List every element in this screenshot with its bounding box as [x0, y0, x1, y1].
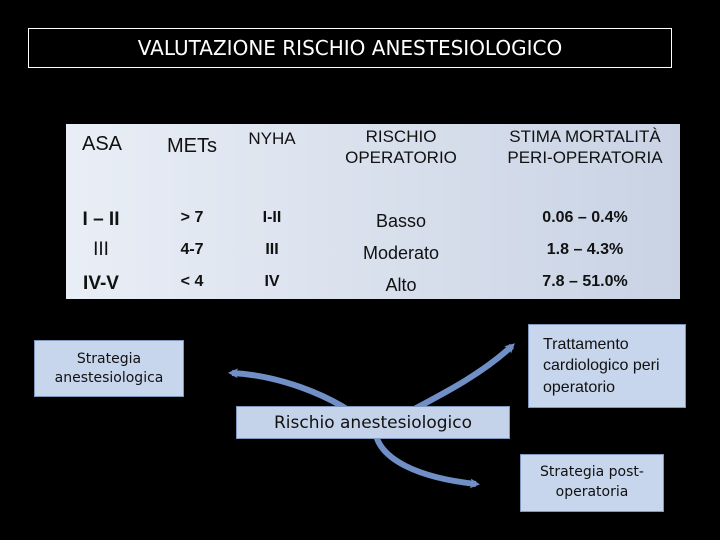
header-rischio-operatorio: RISCHIO OPERATORIO: [345, 127, 457, 168]
row3-rischio: Alto: [385, 275, 417, 295]
row2-mets: 4-7: [180, 241, 204, 258]
row2-nyha: III: [265, 241, 279, 258]
box-strategia-anestesiologica-text: Strategia anestesiologica: [54, 350, 164, 386]
row1-nyha: I-II: [262, 209, 282, 226]
header-nyha: NYHA: [248, 129, 296, 148]
row2-rischio: Moderato: [362, 243, 440, 263]
row1-asa: I – II: [82, 209, 120, 230]
row2-mortalita: 1.8 – 4.3%: [546, 241, 624, 258]
box-strategia-anestesiologica: [34, 340, 184, 397]
row3-nyha: IV: [264, 273, 280, 290]
row1-rischio: Basso: [375, 211, 427, 231]
header-asa: ASA: [81, 133, 123, 155]
header-mets: METs: [167, 135, 217, 157]
row1-mets: > 7: [180, 209, 204, 226]
row1-mortalita: 0.06 – 0.4%: [542, 209, 628, 226]
box-rischio-text: Rischio anestesiologico: [273, 412, 473, 433]
box-trattamento-text: Trattamento cardiologico peri operatorio: [543, 335, 660, 396]
header-stima-mortalita: STIMA MORTALITÀ PERI-OPERATORIA: [507, 127, 663, 168]
box-trattamento-cardiologico: [528, 324, 686, 408]
box-rischio-anestesiologico: [236, 406, 510, 439]
slide-title-text: VALUTAZIONE RISCHIO ANESTESIOLOGICO: [137, 36, 563, 60]
box-strategia-post-operatoria: [520, 454, 664, 512]
box-strategia-post-text: Strategia post-operatoria: [540, 464, 644, 500]
row2-asa: III: [93, 239, 109, 260]
row3-mortalita: 7.8 – 51.0%: [542, 273, 628, 290]
row3-asa: IV-V: [83, 273, 119, 294]
row3-mets: < 4: [180, 273, 204, 290]
